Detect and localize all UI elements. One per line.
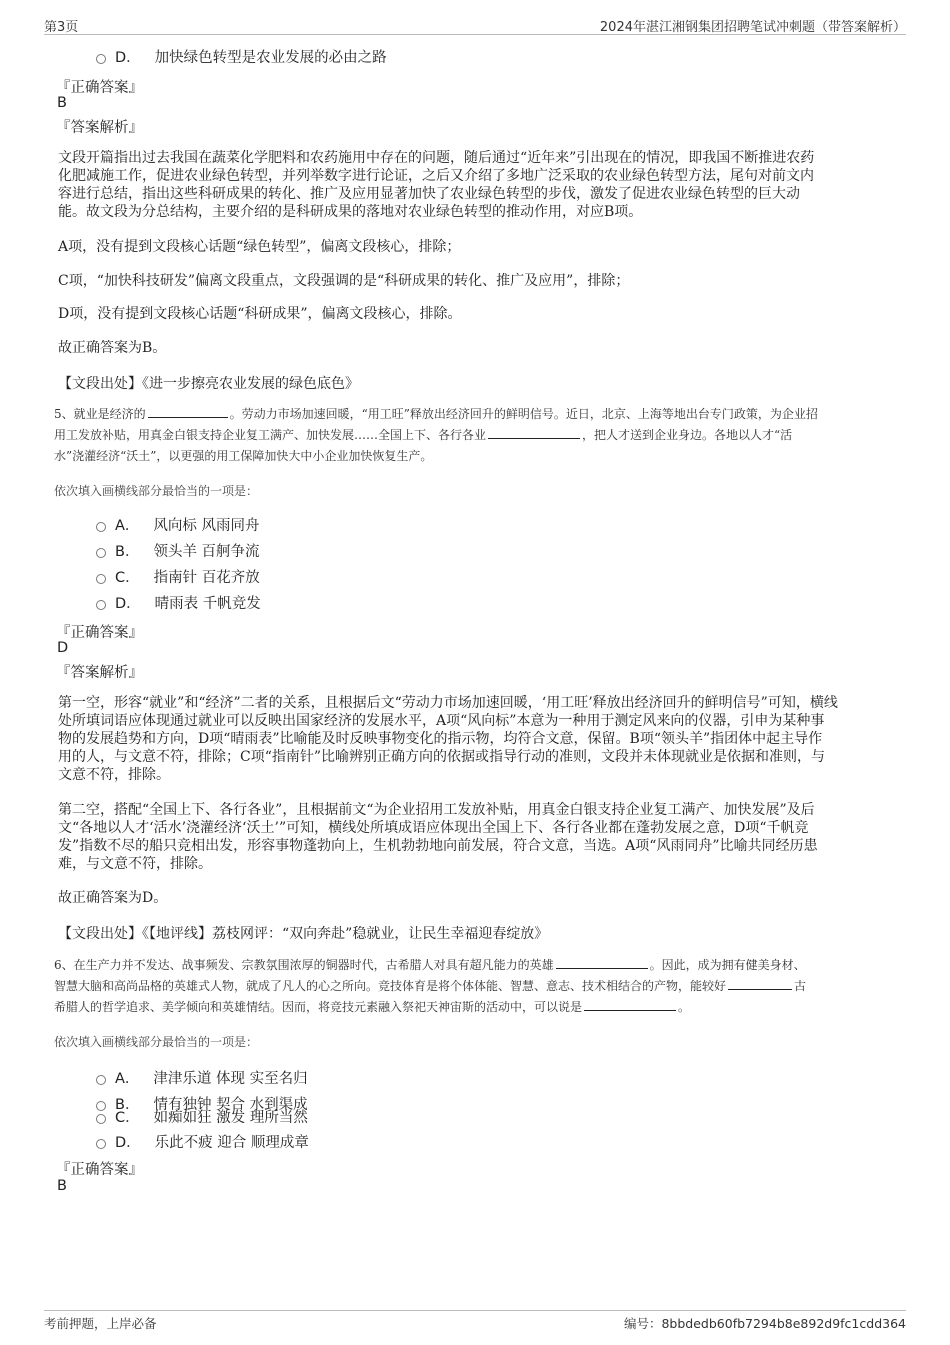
q5-option-d[interactable]	[96, 592, 261, 614]
q4-answer-label: 『正确答案』	[56, 80, 143, 96]
radio-icon[interactable]	[96, 1114, 106, 1124]
text-line: 第二空，搭配“全国上下、各行各业”，且根据前文“为企业招用工发放补贴，用真金白银支持企业复工满产、加快发展”及后	[58, 802, 815, 818]
option-text: 如痴如狂 激发 理所当然	[153, 1110, 308, 1126]
q5-option-b[interactable]	[96, 540, 260, 562]
q6-option-a[interactable]	[96, 1067, 308, 1089]
radio-icon[interactable]	[96, 54, 106, 64]
q6-stem	[54, 955, 896, 1018]
text-segment: 希腊人的哲学追求、美学倾向和英雄情结。因而，将竞技元素融入祭祀天神宙斯的活动中，可以说是	[54, 1000, 583, 1014]
q6-option-d[interactable]	[96, 1131, 309, 1153]
text-line: 容进行总结，指出这些科研成果的转化、推广及应用显著加快了农业绿色转型的步伐，激发了促进农业绿色转型的巨大动	[58, 186, 800, 202]
text-line: 水”浇灌经济“沃土”，以更强的用工保障加快大中小企业加快恢复生产。	[54, 449, 433, 463]
q4-analysis	[58, 149, 894, 221]
option-letter: C．	[115, 1110, 140, 1126]
answer-blank	[556, 956, 648, 969]
q4-analysis-a: A项，没有提到文段核心话题“绿色转型”，偏离文段核心，排除；	[58, 239, 461, 255]
text-segment: 。劳动力市场加速回暖，“用工旺”释放出经济回升的鲜明信号。近日，北京、上海等地出台专门政策，为企业招	[229, 407, 818, 421]
text-line: 文意不符，排除。	[58, 767, 170, 783]
q5-instruction: 依次填入画横线部分最恰当的一项是：	[54, 484, 259, 498]
answer-blank	[584, 998, 676, 1011]
q6-answer: B	[57, 1178, 67, 1194]
footer-slogan: 考前押题，上岸必备	[44, 1316, 157, 1331]
text-line	[54, 404, 896, 425]
q5-stem	[54, 404, 896, 467]
q5-conclusion: 故正确答案为D。	[58, 890, 168, 906]
option-text: 风向标 风雨同舟	[153, 518, 260, 534]
text-segment: 。	[678, 1000, 691, 1014]
text-segment: 。因此，成为拥有健美身材、	[649, 958, 806, 972]
answer-blank	[148, 405, 228, 418]
answer-blank	[728, 977, 792, 990]
page-header	[44, 14, 906, 35]
footer-serial: 编号：8bbdedb60fb7294b8e892d9fc1cdd364	[623, 1316, 906, 1331]
page-footer	[44, 1310, 906, 1333]
option-letter: D．	[115, 50, 141, 66]
q5-analysis-label: 『答案解析』	[56, 665, 143, 681]
radio-icon[interactable]	[96, 548, 106, 558]
option-letter: B．	[115, 544, 140, 560]
option-text: 加快绿色转型是农业发展的必由之路	[154, 50, 387, 66]
answer-blank	[488, 426, 580, 439]
text-line: 难，与文意不符，排除。	[58, 856, 212, 872]
option-text: 晴雨表 千帆竞发	[154, 596, 261, 612]
option-letter: B．	[115, 1097, 140, 1113]
text-segment: 6、在生产力并不发达、战事频发、宗教氛围浓厚的铜器时代，古希腊人对具有超凡能力的英雄	[54, 958, 554, 972]
q5-analysis-p1	[58, 694, 894, 784]
q6-answer-label: 『正确答案』	[56, 1162, 143, 1178]
option-text: 情有独钟 契合 水到渠成	[153, 1097, 308, 1113]
option-letter: C．	[115, 570, 140, 586]
q4-conclusion: 故正确答案为B。	[58, 340, 167, 356]
option-text: 领头羊 百舸争流	[153, 544, 260, 560]
text-line	[54, 955, 896, 976]
text-line: 文段开篇指出过去我国在蔬菜化学肥料和农药施用中存在的问题，随后通过“近年来”引出现在的情况，即我国不断推进农药	[58, 150, 815, 166]
radio-icon[interactable]	[96, 574, 106, 584]
q5-option-a[interactable]	[96, 514, 260, 536]
q5-source: 【文段出处】《【地评线】荔枝网评：“双向奔赴”稳就业，让民生幸福迎春绽放》	[58, 926, 549, 942]
text-line: 用的人，与文意不符，排除；C项“指南针”比喻辨别正确方向的依据或指导行动的准则，文段并未体现就业是依据和准则，与	[58, 749, 826, 765]
option-text: 乐此不疲 迎合 顺理成章	[154, 1135, 309, 1151]
q4-source: 【文段出处】《进一步擦亮农业发展的绿色底色》	[58, 376, 359, 392]
q5-answer: D	[57, 640, 69, 656]
q4-analysis-label: 『答案解析』	[56, 120, 143, 136]
option-letter: A．	[115, 518, 140, 534]
q5-option-c[interactable]	[96, 566, 260, 588]
q4-analysis-c: C项，“加快科技研发”偏离文段重点，文段强调的是“科研成果的转化、推广及应用”，排除；	[58, 273, 630, 289]
q5-answer-label: 『正确答案』	[56, 625, 143, 641]
text-segment: 用工发放补贴，用真金白银支持企业复工满产、加快发展……全国上下、各行各业	[54, 428, 487, 442]
text-line	[54, 997, 896, 1018]
radio-icon[interactable]	[96, 600, 106, 610]
q4-option-d[interactable]	[96, 46, 387, 68]
text-segment: 智慧大脑和高尚品格的英雄式人物，就成了凡人的心之所向。竞技体育是将个体体能、智慧、意志、技术相结合的产物，能较好	[54, 979, 727, 993]
text-segment: 古	[794, 979, 807, 993]
q5-analysis-p2	[58, 801, 894, 873]
q4-analysis-d: D项，没有提到文段核心话题“科研成果”，偏离文段核心，排除。	[58, 306, 462, 322]
option-text: 津津乐道 体现 实至名归	[153, 1071, 308, 1087]
text-line: 化肥减施工作，促进农业绿色转型，并列举数字进行论证，之后又介绍了多地广泛采取的农业绿色转型方法，尾句对前文内	[58, 168, 814, 184]
text-line: 物的发展趋势和方向，D项“晴雨表”比喻能及时反映事物变化的指示物，均符合文意，保留。B项“领头羊”指团体中起主导作	[58, 731, 823, 747]
q6-instruction: 依次填入画横线部分最恰当的一项是：	[54, 1035, 259, 1049]
text-line: 第一空，形容“就业”和“经济”二者的关系，且根据后文“劳动力市场加速回暖，‘用工旺’释放出经济回升的鲜明信号”可知，横线	[58, 695, 838, 711]
q4-answer: B	[57, 95, 67, 111]
radio-icon[interactable]	[96, 1075, 106, 1085]
text-line	[54, 425, 896, 446]
text-segment: 5、就业是经济的	[54, 407, 146, 421]
q6-option-c[interactable]	[96, 1106, 308, 1128]
radio-icon[interactable]	[96, 522, 106, 532]
text-line: 处所填词语应体现通过就业可以反映出国家经济的发展水平，A项“风向标”本意为一种用于测定风来向的仪器，引申为某种事	[58, 713, 825, 729]
text-segment: ，把人才送到企业身边。各地以人才“活	[582, 428, 793, 442]
page-number: 第3页	[44, 20, 79, 35]
document-title: 2024年湛江湘钢集团招聘笔试冲刺题（带答案解析）	[599, 20, 906, 35]
option-letter: D．	[115, 1135, 141, 1151]
text-line: 发”指数不尽的船只竞相出发，形容事物蓬勃向上，生机勃勃地向前发展，符合文意，当选。A项“风雨同舟”比喻共同经历患	[58, 838, 818, 854]
option-letter: A．	[115, 1071, 140, 1087]
option-letter: D．	[115, 596, 141, 612]
option-text: 指南针 百花齐放	[153, 570, 260, 586]
radio-icon[interactable]	[96, 1139, 106, 1149]
text-line: 能。故文段为分总结构，主要介绍的是科研成果的落地对农业绿色转型的推动作用，对应B项。	[58, 204, 643, 220]
text-line	[54, 976, 896, 997]
text-line: 文“各地以人才‘活水’浇灌经济‘沃土’”可知，横线处所填成语应体现出全国上下、各行各业都在蓬勃发展之意，D项“千帆竞	[58, 820, 809, 836]
